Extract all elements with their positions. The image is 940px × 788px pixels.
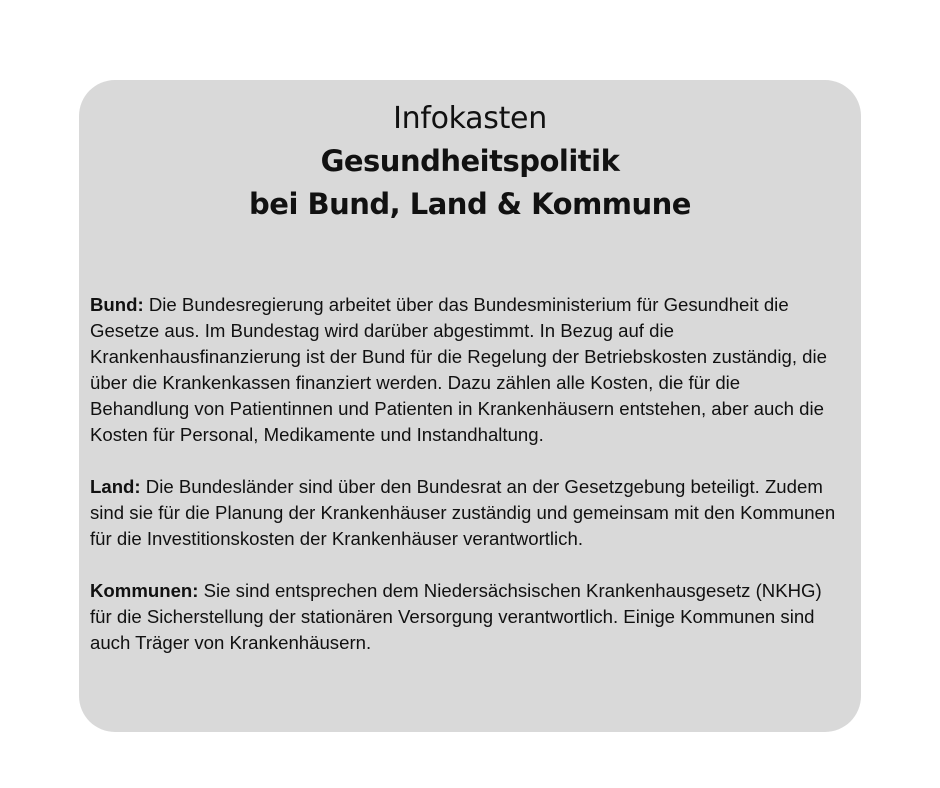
section-text: Die Bundesländer sind über den Bundesrat an der Gesetzgebung beteiligt. Zudem sind sie für die Planung der Krankenhäuser zuständig und gemeinsam mit den Kommunen für die Investitionskosten der Krankenhäuser verantwortlich. — [90, 476, 836, 549]
section-label: Land: — [90, 476, 141, 497]
section-bund — [90, 292, 841, 448]
section-text: Sie sind entsprechen dem Niedersächsischen Krankenhausgesetz (NKHG) für die Sicherstellung der stationären Versorgung verantwortlich. Einige Kommunen sind auch Träger von Krankenhäusern. — [90, 580, 822, 653]
infobox-title-line-1: Gesundheitspolitik — [320, 144, 620, 178]
infobox-heading — [79, 98, 861, 226]
section-label: Bund: — [90, 294, 144, 315]
section-land — [90, 474, 841, 552]
infobox-title-line-2: bei Bund, Land & Kommune — [249, 187, 691, 221]
section-label: Kommunen: — [90, 580, 199, 601]
infobox-kicker: Infokasten — [393, 101, 547, 136]
section-kommunen — [90, 578, 841, 656]
infobox — [79, 80, 861, 732]
section-text: Die Bundesregierung arbeitet über das Bundesministerium für Gesundheit die Gesetze aus. Im Bundestag wird darüber abgestimmt. In Bezug auf die Krankenhausfinanzierung ist der Bund für die Regelung der Betriebskosten zuständig, die über die Krankenkassen finanziert werden. Dazu zählen alle Kosten, die für die Behandlung von Patientinnen und Patienten in Krankenhäusern entstehen, aber auch die Kosten für Personal, Medikamente und Instandhaltung. — [90, 294, 827, 445]
infobox-content — [90, 292, 841, 682]
